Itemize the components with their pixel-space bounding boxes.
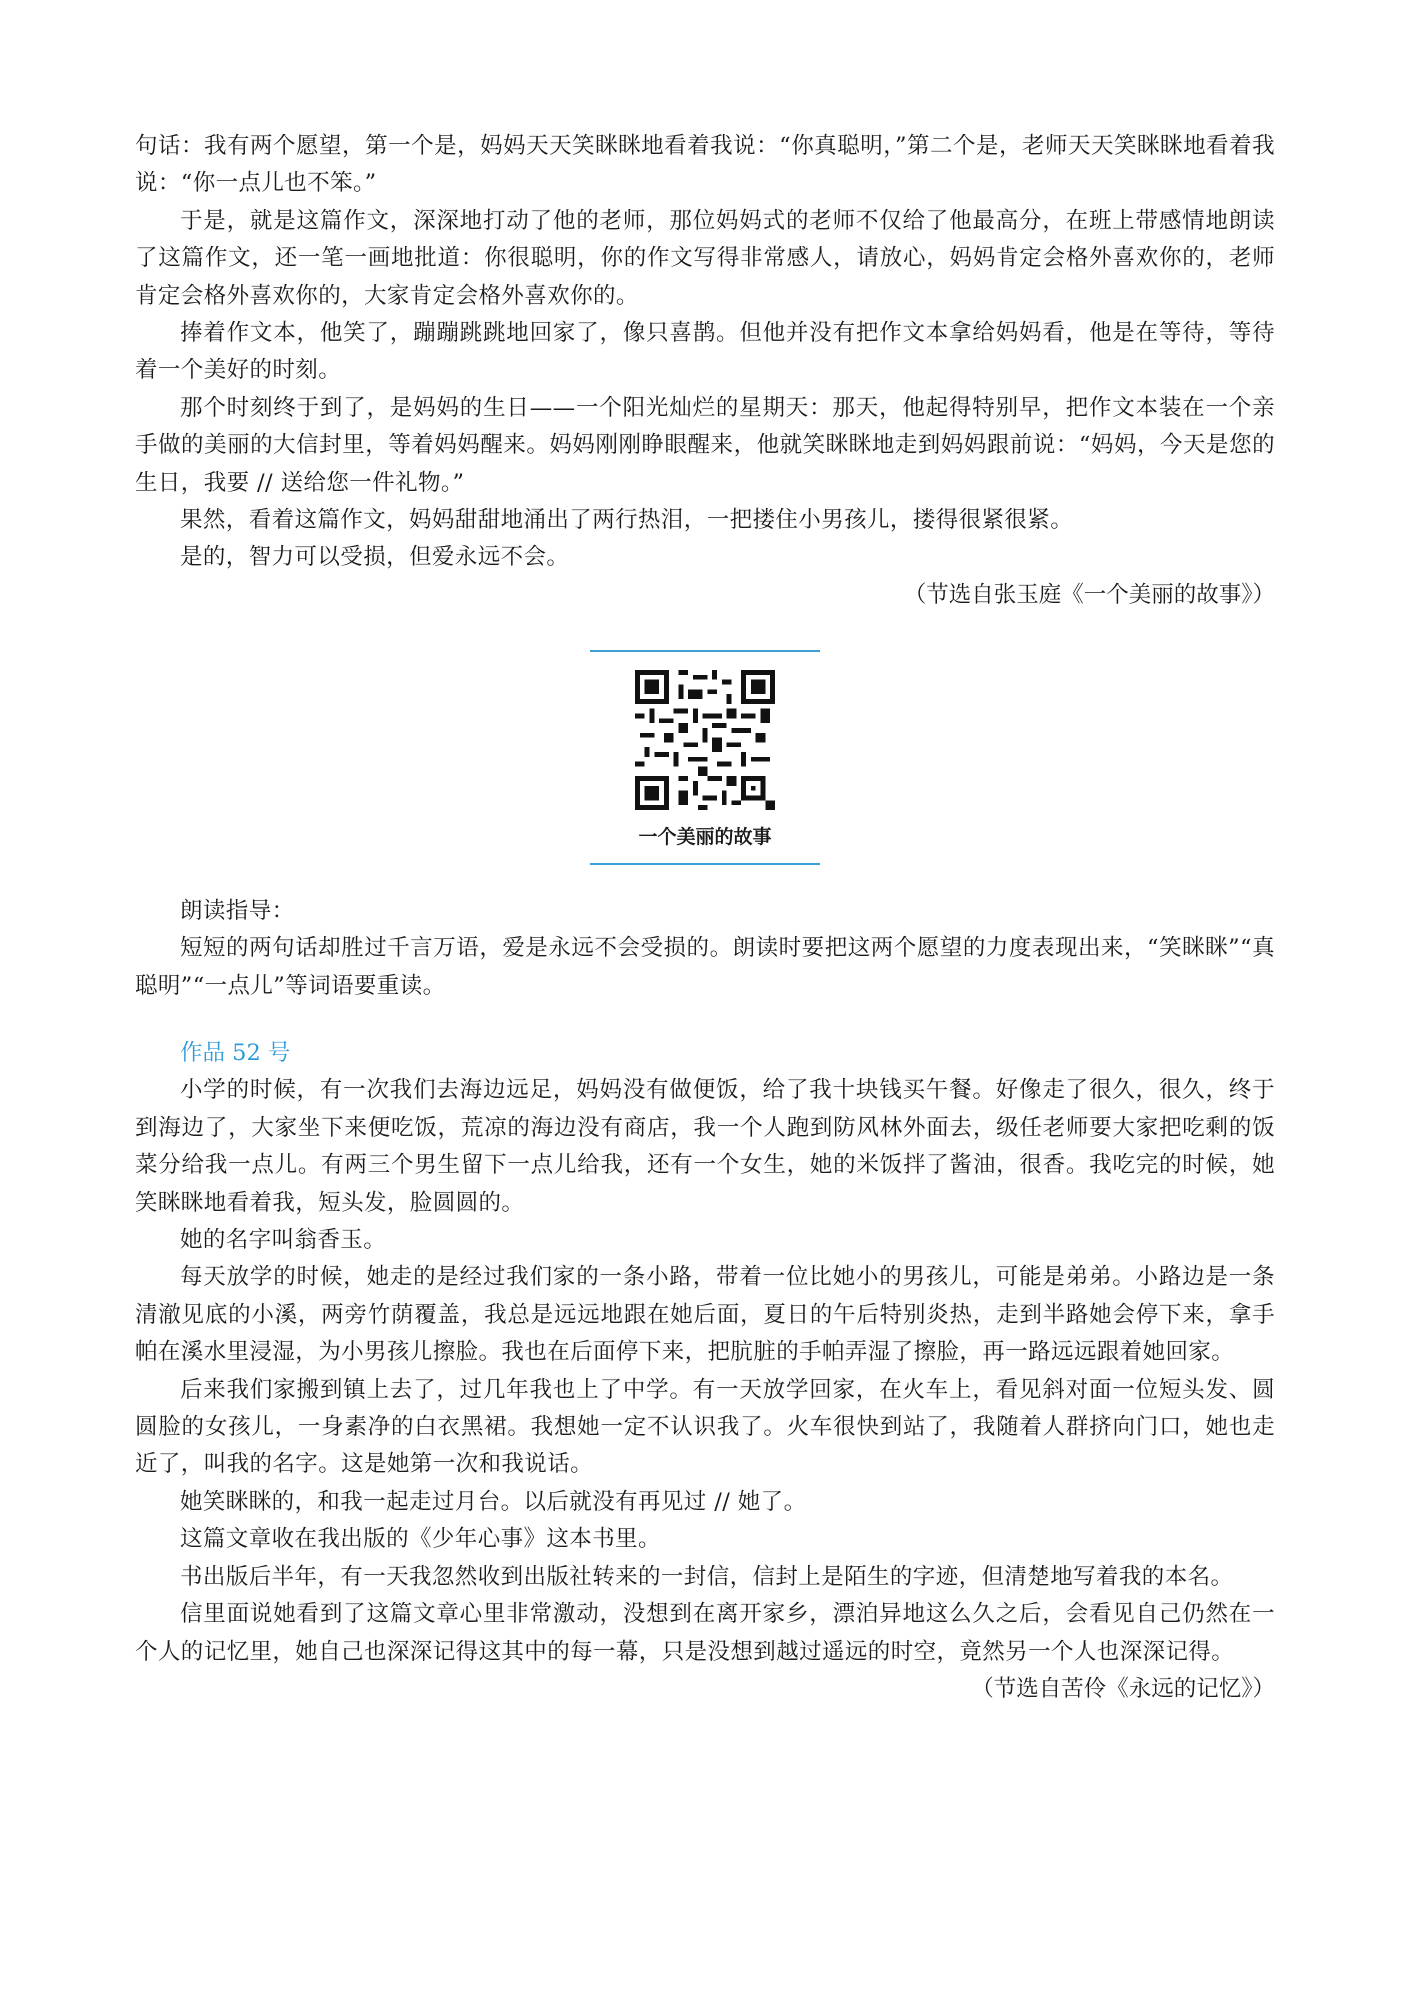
section-title: 作品 52 号 bbox=[180, 1040, 291, 1066]
paragraph: 小学的时候，有一次我们去海边远足，妈妈没有做便饭，给了我十块钱买午餐。好像走了很久，很久，终于到海边了，大家坐下来便吃饭，荒凉的海边没有商店，我一个人跑到防风林外面去，级任老师要大家把吃剩的饭菜分给我一点儿。有两三个男生留下一点儿给我，还有一个女生，她的米饭拌了酱油，很香。我吃完的时候，她笑眯眯地看着我，短头发，脸圆圆的。 bbox=[135, 1077, 1275, 1216]
paragraph: 果然，看着这篇作文，妈妈甜甜地涌出了两行热泪，一把搂住小男孩儿，搂得很紧很紧。 bbox=[180, 507, 1074, 534]
source-citation: （节选自苦伶《永远的记忆》） bbox=[971, 1675, 1275, 1702]
reading-guide bbox=[135, 893, 1275, 1005]
paragraph: 句话：我有两个愿望，第一个是，妈妈天天笑眯眯地看着我说：“你真聪明，”第二个是，老师天天笑眯眯地看着我说：“你一点儿也不笨。” bbox=[135, 133, 1275, 197]
paragraph: 捧着作文本，他笑了，蹦蹦跳跳地回家了，像只喜鹊。但他并没有把作文本拿给妈妈看，他是在等待，等待着一个美好的时刻。 bbox=[135, 320, 1275, 384]
paragraph: 这篇文章收在我出版的《少年心事》这本书里。 bbox=[180, 1526, 661, 1553]
guide-heading: 朗读指导： bbox=[180, 898, 295, 924]
story-excerpt-top bbox=[135, 128, 1275, 614]
guide-text: 短短的两句话却胜过千言万语，爱是永远不会受损的。朗读时要把这两个愿望的力度表现出来，“笑眯眯”“真聪明”“一点儿”等词语要重读。 bbox=[135, 935, 1275, 999]
divider bbox=[590, 863, 820, 865]
work-52 bbox=[135, 1035, 1275, 1708]
paragraph: 后来我们家搬到镇上去了，过几年我也上了中学。有一天放学回家，在火车上，看见斜对面一位短头发、圆圆脸的女孩儿，一身素净的白衣黑裙。我想她一定不认识我了。火车很快到站了，我随着人群挤向门口，她也走近了，叫我的名字。这是她第一次和我说话。 bbox=[135, 1376, 1275, 1478]
paragraph: 那个时刻终于到了，是妈妈的生日——一个阳光灿烂的星期天：那天，他起得特别早，把作文本装在一个亲手做的美丽的大信封里，等着妈妈醒来。妈妈刚刚睁眼醒来，他就笑眯眯地走到妈妈跟前说：“妈妈，今天是您的生日，我要 // 送给您一件礼物。” bbox=[135, 394, 1275, 496]
qr-caption: 一个美丽的故事 bbox=[638, 826, 772, 848]
divider bbox=[590, 650, 820, 652]
paragraph: 每天放学的时候，她走的是经过我们家的一条小路，带着一位比她小的男孩儿，可能是弟弟。小路边是一条清澈见底的小溪，两旁竹荫覆盖，我总是远远地跟在她后面，夏日的午后特别炎热，走到半路她会停下来，拿手帕在溪水里浸湿，为小男孩儿擦脸。我也在后面停下来，把肮脏的手帕弄湿了擦脸，再一路远远跟着她回家。 bbox=[135, 1264, 1275, 1366]
source-citation: （节选自张玉庭《一个美丽的故事》） bbox=[903, 581, 1275, 608]
paragraph: 她笑眯眯的，和我一起走过月台。以后就没有再见过 // 她了。 bbox=[180, 1488, 807, 1515]
qr-code-icon[interactable] bbox=[635, 670, 775, 810]
qr-code-block bbox=[590, 650, 820, 865]
paragraph: 信里面说她看到了这篇文章心里非常激动，没想到在离开家乡，漂泊异地这么久之后，会看见自己仍然在一个人的记忆里，她自己也深深记得这其中的每一幕，只是没想到越过遥远的时空，竟然另一个人也深深记得。 bbox=[135, 1601, 1275, 1665]
paragraph: 书出版后半年，有一天我忽然收到出版社转来的一封信，信封上是陌生的字迹，但清楚地写着我的本名。 bbox=[180, 1563, 1234, 1590]
paragraph: 于是，就是这篇作文，深深地打动了他的老师，那位妈妈式的老师不仅给了他最高分，在班上带感情地朗读了这篇作文，还一笔一画地批道：你很聪明，你的作文写得非常感人，请放心，妈妈肯定会格外喜欢你的，老师肯定会格外喜欢你的，大家肯定会格外喜欢你的。 bbox=[135, 207, 1275, 309]
paragraph: 她的名字叫翁香玉。 bbox=[180, 1227, 387, 1254]
paragraph: 是的，智力可以受损，但爱永远不会。 bbox=[180, 544, 570, 571]
